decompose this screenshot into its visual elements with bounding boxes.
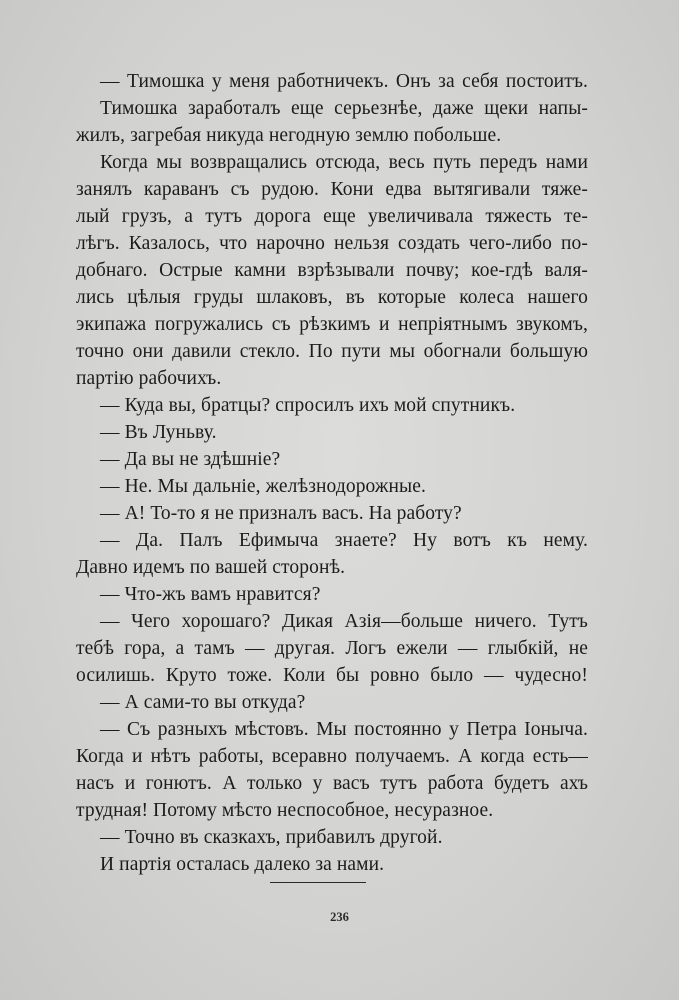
page-number: 236 bbox=[330, 910, 349, 924]
text-line: Когда и нѣтъ работы, всеравно получаемъ. А когда есть— bbox=[76, 746, 588, 767]
text-line: — Да. Палъ Ефимыча знаете? Ну вотъ къ нему. bbox=[100, 530, 588, 551]
text-line: — Да вы не здѣшніе? bbox=[100, 449, 281, 470]
text-line: — Не. Мы дальніе, желѣзнодорожные. bbox=[100, 476, 426, 497]
text-line: — А! То-то я не призналъ васъ. На работу? bbox=[100, 503, 462, 524]
text-line: экипажа погружались съ рѣзкимъ и непріятнымъ звукомъ, bbox=[76, 314, 588, 335]
text-line: насъ и гонютъ. А только у васъ тутъ работа будетъ ахъ bbox=[76, 773, 588, 794]
text-line: — Куда вы, братцы? спросилъ ихъ мой спутникъ. bbox=[100, 395, 516, 416]
text-line: лый грузъ, а тутъ дорога еще увеличивала тяжесть те- bbox=[76, 206, 588, 227]
text-line: Когда мы возвращались отсюда, весь путь передъ нами bbox=[100, 152, 588, 173]
text-line: жилъ, загребая никуда негодную землю побольше. bbox=[76, 125, 502, 146]
text-line: тебѣ гора, а тамъ — другая. Логъ ежели — глыбкій, не bbox=[76, 638, 588, 659]
text-line: Тимошка заработалъ еще серьезнѣе, даже щеки напы- bbox=[100, 98, 588, 119]
text-line: — Что-жъ вамъ нравится? bbox=[100, 584, 321, 605]
text-line: осилишь. Круто тоже. Коли бы ровно было — чудесно! bbox=[76, 665, 588, 686]
text-line: — Точно въ сказкахъ, прибавилъ другой. bbox=[100, 827, 443, 848]
text-line: — Съ разныхъ мѣстовъ. Мы постоянно у Петра Іоныча. bbox=[100, 719, 588, 740]
text-line: — Въ Луньву. bbox=[100, 422, 217, 443]
text-line: И партія осталась далеко за нами. bbox=[100, 854, 385, 875]
text-line: — Чего хорошаго? Дикая Азія—больше ничего. Тутъ bbox=[100, 611, 588, 632]
text-line: — Тимошка у меня работничекъ. Онъ за себя постоитъ. bbox=[100, 71, 588, 92]
text-line: точно они давили стекло. По пути мы обогнали большую bbox=[76, 341, 588, 362]
text-line: трудная! Потому мѣсто неспособное, несуразное. bbox=[76, 800, 494, 821]
text-line: Давно идемъ по вашей сторонѣ. bbox=[76, 557, 346, 578]
text-line: добнаго. Острые камни взрѣзывали почву; кое-гдѣ валя- bbox=[76, 260, 588, 281]
text-line: лѣгъ. Казалось, что нарочно нельзя создать чего-либо по- bbox=[76, 233, 588, 254]
text-line: занялъ караванъ съ рудою. Кони едва вытягивали тяже- bbox=[76, 179, 588, 200]
text-line: лись цѣлыя груды шлаковъ, въ которые колеса нашего bbox=[76, 287, 588, 308]
text-line: партію рабочихъ. bbox=[76, 368, 222, 389]
section-divider bbox=[270, 882, 366, 883]
body-text bbox=[76, 68, 588, 878]
text-line: — А сами-то вы откуда? bbox=[100, 692, 306, 713]
